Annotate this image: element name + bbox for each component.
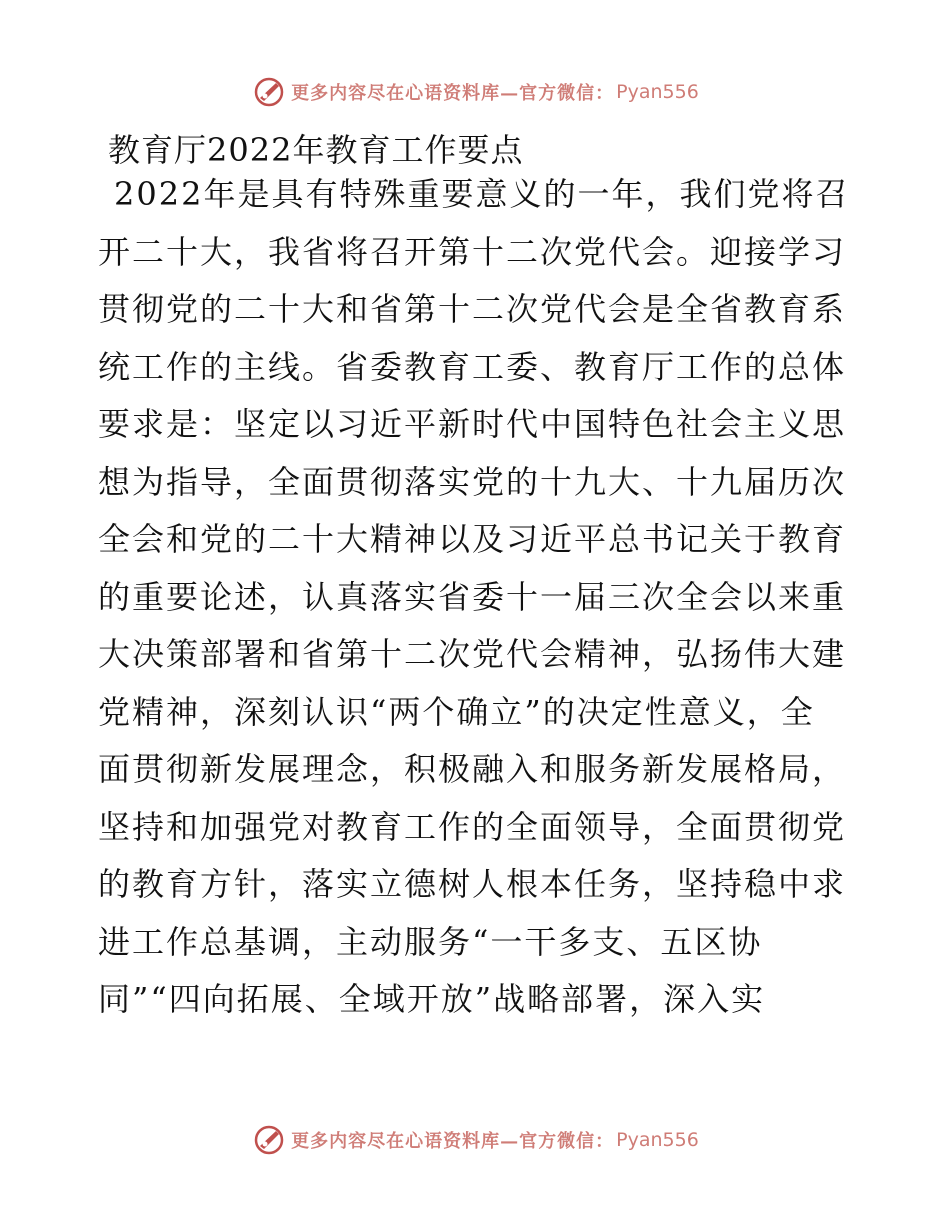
watermark-wechat-id: Pyan556 xyxy=(616,1129,699,1151)
body-line: 想为指导，全面贯彻落实党的十九大、十九届历次 xyxy=(98,462,847,501)
document-body xyxy=(98,166,858,1029)
body-line: 要求是：坚定以习近平新时代中国特色社会主义思 xyxy=(98,405,847,443)
watermark-footer xyxy=(0,1120,950,1160)
watermark-wechat-id: Pyan556 xyxy=(616,81,699,103)
body-line: 贯彻党的二十大和省第十二次党代会是全省教育系 xyxy=(98,290,847,328)
watermark-text: 更多内容尽在心语资料库—官方微信： xyxy=(291,1131,615,1152)
logo-icon xyxy=(251,1122,287,1158)
body-line: 2022年是具有特殊重要意义的一年，我们党将召 xyxy=(114,175,850,213)
body-line: 全会和党的二十大精神以及习近平总书记关于教育 xyxy=(98,520,847,558)
body-line: 大决策部署和省第十二次党代会精神，弘扬伟大建 xyxy=(98,635,847,673)
body-line: 开二十大，我省将召开第十二次党代会。迎接学习 xyxy=(98,232,847,271)
body-line: 面贯彻新发展理念，积极融入和服务新发展格局， xyxy=(98,750,847,788)
body-line: 坚持和加强党对教育工作的全面领导，全面贯彻党 xyxy=(98,807,847,846)
watermark-header xyxy=(0,72,950,112)
document-title: 教育厅2022年教育工作要点 xyxy=(108,131,524,169)
watermark-text: 更多内容尽在心语资料库—官方微信： xyxy=(291,83,615,104)
body-line: 的重要论述，认真落实省委十一届三次全会以来重 xyxy=(98,577,847,616)
body-line: 的教育方针，落实立德树人根本任务，坚持稳中求 xyxy=(98,865,847,903)
logo-icon xyxy=(251,74,287,110)
body-line: 同”“四向拓展、全域开放”战略部署，深入实 xyxy=(98,980,766,1018)
body-line: 统工作的主线。省委教育工委、教育厅工作的总体 xyxy=(98,347,847,386)
body-line: 进工作总基调，主动服务“一干多支、五区协 xyxy=(98,922,763,961)
body-line: 党精神，深刻认识“两个确立”的决定性意义，全 xyxy=(98,692,815,731)
